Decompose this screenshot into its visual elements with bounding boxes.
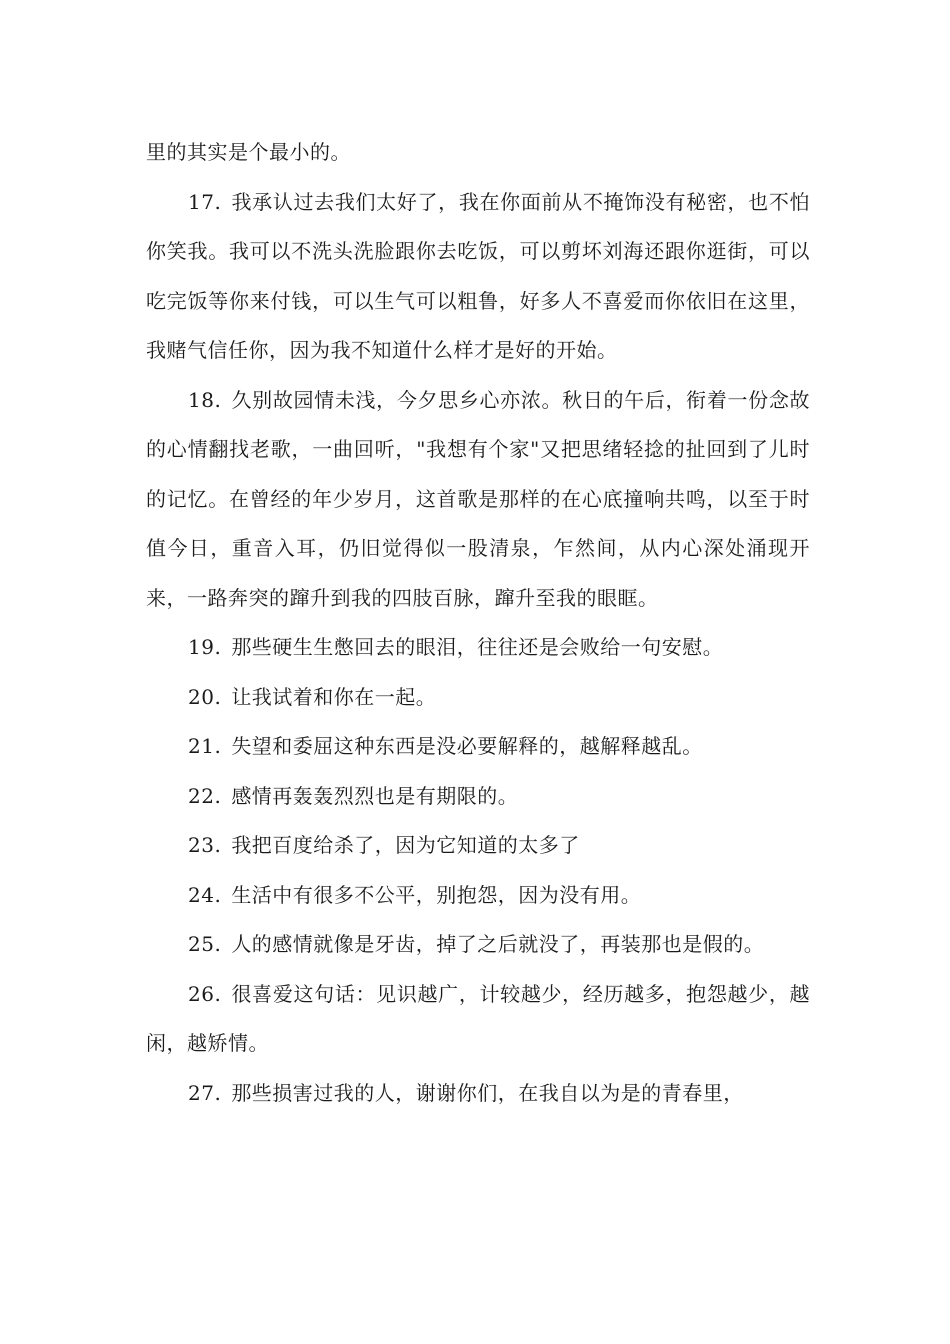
paragraph-text: 人的感情就像是牙齿，掉了之后就没了，再装那也是假的。: [231, 932, 765, 956]
paragraph-26: [146, 970, 810, 1069]
item-number: 24.: [188, 882, 222, 907]
paragraph-text: 那些硬生生憋回去的眼泪，往往还是会败给一句安慰。: [231, 635, 724, 659]
paragraph-text: 我承认过去我们太好了，我在你面前从不掩饰没有秘密，也不怕你笑我。我可以不洗头洗脸跟你去吃饭，可以剪坏刘海还跟你逛街，可以吃完饭等你来付钱，可以生气可以粗鲁，好多人不喜爱而你依旧在这里，我赌气信任你，因为我不知道什么样才是好的开始。: [146, 189, 810, 362]
paragraph-25: [146, 920, 810, 970]
paragraph-text: 我把百度给杀了，因为它知道的太多了: [231, 833, 580, 857]
paragraph-text: 里的其实是个最小的。: [146, 140, 351, 164]
item-number: 17.: [188, 189, 222, 214]
item-number: 18.: [188, 387, 222, 412]
paragraph-19: [146, 623, 810, 673]
item-number: 21.: [188, 734, 222, 758]
paragraph-continuation: [146, 128, 810, 178]
item-number: 26.: [188, 981, 222, 1006]
paragraph-text: 失望和委屈这种东西是没必要解释的，越解释越乱。: [231, 734, 703, 758]
paragraph-27: [146, 1069, 810, 1119]
item-number: 20.: [188, 684, 222, 709]
paragraph-21: [146, 722, 810, 772]
document-body: [146, 128, 810, 1118]
item-number: 22.: [188, 783, 222, 808]
paragraph-22: [146, 772, 810, 822]
paragraph-17: [146, 178, 810, 376]
paragraph-18: [146, 376, 810, 624]
item-number: 27.: [188, 1080, 222, 1105]
paragraph-text: 很喜爱这句话：见识越广，计较越少，经历越多，抱怨越少，越闲，越矫情。: [146, 981, 810, 1055]
item-number: 19.: [188, 635, 222, 659]
paragraph-text: 生活中有很多不公平，别抱怨，因为没有用。: [231, 882, 642, 907]
item-number: 25.: [188, 932, 222, 956]
paragraph-text: 感情再轰轰烈烈也是有期限的。: [231, 783, 519, 808]
paragraph-20: [146, 673, 810, 723]
paragraph-text: 那些损害过我的人，谢谢你们，在我自以为是的青春里，: [231, 1080, 744, 1105]
item-number: 23.: [188, 833, 222, 857]
paragraph-text: 让我试着和你在一起。: [231, 684, 437, 709]
paragraph-text: 久别故园情未浅，今夕思乡心亦浓。秋日的午后，衔着一份念故的心情翻找老歌，一曲回听，"我想有个家"又把思绪轻捻的扯回到了儿时的记忆。在曾经的年少岁月，这首歌是那样的在心底撞响共鸣，以至于时值今日，重音入耳，仍旧觉得似一股清泉，乍然间，从内心深处涌现开来，一路奔突的蹿升到我的四肢百脉，蹿升至我的眼眶。: [146, 387, 810, 610]
paragraph-23: [146, 821, 810, 871]
paragraph-24: [146, 871, 810, 921]
